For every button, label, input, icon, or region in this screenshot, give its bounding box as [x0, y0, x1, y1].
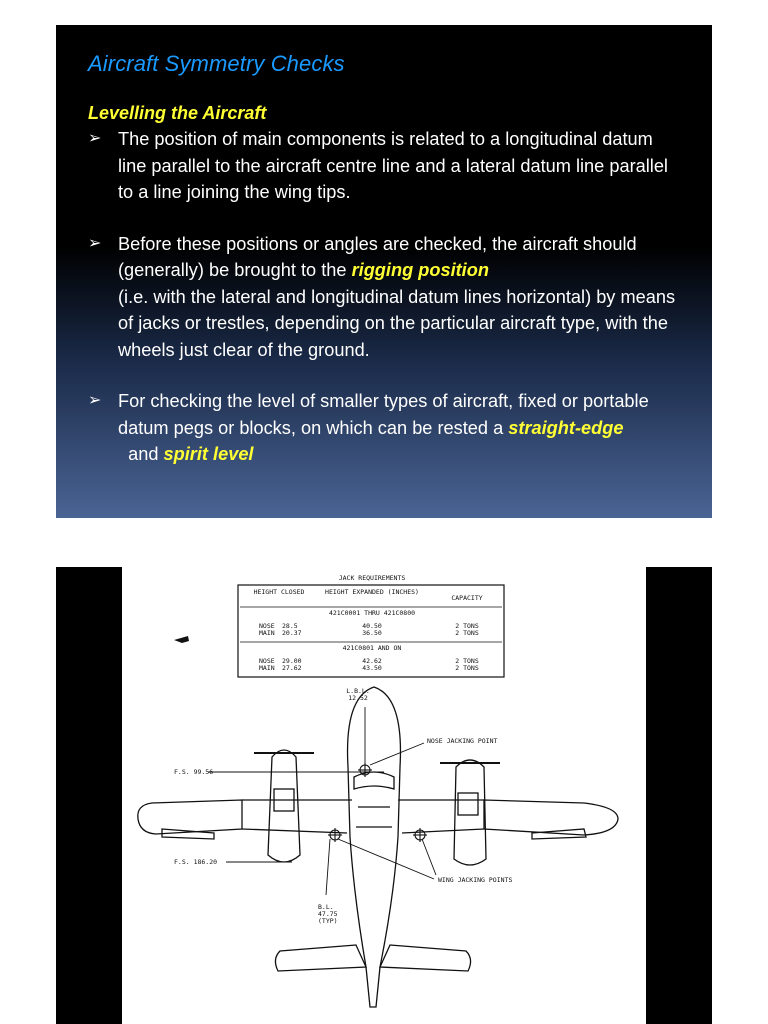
- group-2-label: 421C0801 AND ON: [342, 644, 402, 652]
- fuselage: [348, 687, 401, 1007]
- bl-value: 47.75: [318, 910, 338, 918]
- left-stabilizer: [275, 945, 366, 971]
- g1-row1-capacity: 2 TONS: [455, 622, 479, 630]
- g1-row1-closed: 28.5: [282, 622, 298, 630]
- bullet-3: [88, 388, 682, 468]
- nose-jacking-label: NOSE JACKING POINT: [427, 737, 498, 745]
- jacking-figure: [56, 567, 712, 1024]
- left-nacelle: [268, 750, 300, 862]
- hdr-capacity: CAPACITY: [451, 594, 483, 602]
- aircraft-drawing: [122, 567, 646, 1024]
- fs2-label: F.S. 186.20: [174, 858, 218, 866]
- wing-jacking-label: WING JACKING POINTS: [438, 876, 513, 884]
- g1-row2-closed: 20.37: [282, 629, 302, 637]
- jack-table: [238, 574, 504, 677]
- bl-typ: (TYP): [318, 917, 338, 925]
- bl-label: B.L.: [318, 903, 334, 911]
- right-nacelle: [454, 760, 486, 865]
- bullet-2: [88, 231, 682, 364]
- right-wing: [484, 800, 618, 835]
- jack-table-title: JACK REQUIREMENTS: [338, 574, 406, 582]
- fs1-label: F.S. 99.56: [174, 768, 214, 776]
- bullet-1-text: The position of main components is related to a longitudinal datum line parallel to the aircraft centre line and a lateral datum line parallel to a line joining the wing tips.: [118, 129, 668, 202]
- hdr-height-closed: HEIGHT CLOSED: [253, 588, 305, 596]
- group-1-label: 421C0001 THRU 421C0800: [328, 609, 416, 617]
- g2-row1-capacity: 2 TONS: [455, 657, 479, 665]
- right-engine-vents: [458, 793, 478, 815]
- windshield: [354, 772, 394, 789]
- hdr-height-expanded: HEIGHT EXPANDED (INCHES): [325, 588, 419, 596]
- slide-title: Aircraft Symmetry Checks: [88, 51, 345, 76]
- section-subtitle: Levelling the Aircraft: [88, 103, 267, 123]
- bullet-2-text: [118, 231, 682, 364]
- bullet-3-lead: For checking the level of smaller types of aircraft, fixed or portable datum pegs or blocks, on which can be rested a: [118, 391, 649, 438]
- g2-row2-expanded: 43.50: [362, 664, 382, 672]
- wing-trail-right: [402, 829, 484, 833]
- right-stabilizer: [380, 945, 471, 971]
- g2-row1-closed: 29.00: [282, 657, 302, 665]
- g1-row2-expanded: 36.50: [362, 629, 382, 637]
- g2-row2-capacity: 2 TONS: [455, 664, 479, 672]
- g1-row2-name: MAIN: [259, 629, 275, 637]
- bullet-3-text: [118, 388, 682, 468]
- left-wing: [138, 800, 242, 834]
- arrow-bullet-icon: ➢: [88, 130, 102, 147]
- g2-row2-closed: 27.62: [282, 664, 302, 672]
- lbl-label: L.B.L.: [346, 687, 370, 695]
- jacking-points: [328, 763, 427, 842]
- arrow-bullet-icon: ➢: [88, 392, 102, 409]
- straight-edge-highlight: straight-edge: [508, 417, 624, 438]
- g1-row1-expanded: 40.50: [362, 622, 382, 630]
- slide-panel: [56, 25, 712, 518]
- spirit-level-highlight: spirit level: [163, 444, 254, 464]
- g1-row2-capacity: 2 TONS: [455, 629, 479, 637]
- bullet-3-middle: and: [118, 444, 164, 464]
- scan-mark: [174, 636, 189, 643]
- arrow-bullet-icon: ➢: [88, 234, 102, 252]
- lbl-value: 12.52: [348, 694, 368, 702]
- g2-row1-expanded: 42.62: [362, 657, 382, 665]
- rigging-position-highlight: rigging position: [351, 260, 489, 280]
- g2-row1-name: NOSE: [259, 657, 275, 665]
- aircraft-diagram-svg: [122, 567, 646, 1024]
- bullet-2-lead: Before these positions or angles are checked, the aircraft should (generally) be brought to the: [118, 233, 637, 280]
- g1-row1-name: NOSE: [259, 622, 275, 630]
- diagram-labels: [174, 687, 512, 925]
- bullet-1: [88, 126, 682, 206]
- aircraft-outline: [138, 687, 618, 1007]
- nose-jacking-leader: [370, 743, 424, 765]
- g2-row2-name: MAIN: [259, 664, 275, 672]
- bullet-2-tail: (i.e. with the lateral and longitudinal datum lines horizontal) by means of jacks or trestles, depending on the particular aircraft type, with the wheels just clear of the ground.: [118, 286, 676, 360]
- wing-jacking-leader: [422, 839, 436, 875]
- bl-leader: [326, 839, 330, 895]
